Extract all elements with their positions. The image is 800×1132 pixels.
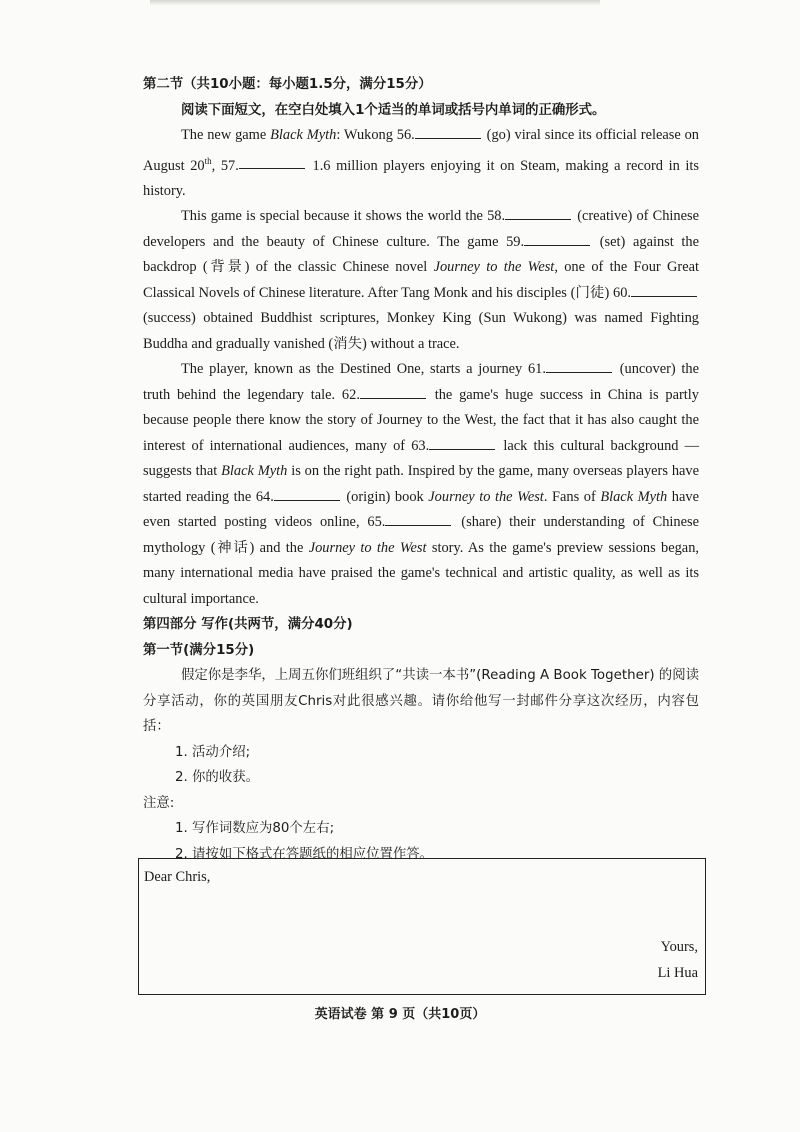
- blank-60[interactable]: [631, 283, 697, 297]
- part4-subtitle: 第一节(满分15分): [143, 642, 255, 658]
- text: lack this cultural background — suggests that: [143, 437, 700, 480]
- text: This game is special because it shows the world the 58.: [181, 208, 506, 225]
- passage-paragraph-2: [143, 204, 699, 357]
- letter-closing: Yours,: [660, 939, 698, 955]
- text: , one of the Four Great Classical Novels of Chinese literature. After Tang Monk and his disciples (门徒) 60.: [143, 259, 699, 301]
- text: the game's huge success in China is partly because people there know the story of Journey to the West, the fact that it has also caught the interest of international audiences, many of 63.: [143, 386, 699, 454]
- text: (uncover) the truth behind the legendary tale. 62.: [143, 361, 699, 403]
- part4-title: 第四部分 写作(共两节，满分40分): [143, 617, 353, 633]
- writing-prompt: 假定你是李华，上周五你们班组织了“共读一本书”(Reading A Book Together) 的阅读分享活动，你的英国朋友Chris对此很感兴趣。请你给他写一封邮件分享这次经历，内容包括：: [143, 668, 699, 735]
- main-content: [143, 72, 699, 867]
- note-item: 1. 写作词数应为80个左右;: [175, 821, 335, 837]
- letter-greeting: Dear Chris,: [144, 869, 211, 885]
- blank-61[interactable]: [546, 359, 612, 373]
- section-title: 第二节（共10小题：每小题1.5分，满分15分）: [143, 77, 432, 92]
- text: story. As the game's preview sessions began, many international media have praised the game's technical and artistic quality, as well as its cultural importance.: [143, 539, 699, 607]
- game-title: Black Myth: [270, 127, 337, 143]
- passage-paragraph-1: [143, 123, 699, 204]
- text: have even started posting videos online, 65.: [143, 488, 699, 531]
- text: (creative) of Chinese developers and the beauty of Chinese culture. The game 59.: [143, 208, 699, 250]
- note-item: 2. 请按如下格式在答题纸的相应位置作答。: [175, 846, 434, 862]
- letter-format-box: [138, 858, 706, 995]
- text: (go) viral since its official release on August 20: [143, 127, 699, 174]
- note-label: 注意:: [143, 795, 175, 811]
- superscript: th: [204, 155, 212, 166]
- game-title: Black Myth: [221, 463, 288, 480]
- passage-paragraph-3: [143, 357, 699, 612]
- text: The new game: [181, 127, 271, 143]
- novel-title: Journey to the West: [308, 539, 427, 556]
- text: The player, known as the Destined One, starts a journey 61.: [181, 361, 546, 378]
- scan-edge: [150, 0, 600, 6]
- text: : Wukong 56.: [336, 127, 415, 143]
- blank-59[interactable]: [524, 232, 590, 246]
- blank-65[interactable]: [385, 512, 451, 526]
- blank-63[interactable]: [429, 436, 495, 450]
- blank-64[interactable]: [274, 487, 340, 501]
- text: (origin) book: [341, 488, 429, 505]
- blank-57[interactable]: [239, 155, 305, 169]
- text: . Fans of: [543, 488, 601, 505]
- text: (share) their understanding of Chinese mythology (神话) and the: [143, 514, 699, 556]
- letter-signature: Li Hua: [657, 965, 698, 981]
- blank-56[interactable]: [415, 125, 481, 139]
- game-title: Black Myth: [600, 488, 668, 505]
- prompt-item: 1. 活动介绍;: [175, 744, 251, 760]
- novel-title: Journey to the West: [428, 488, 544, 505]
- blank-58[interactable]: [505, 206, 571, 220]
- text: , 57.: [211, 157, 239, 174]
- text: 1.6 million players enjoying it on Steam, making a record in its history.: [143, 157, 700, 199]
- text: is on the right path. Inspired by the game, many overseas players have started reading the 64.: [143, 463, 699, 505]
- page-footer: 英语试卷 第 9 页（共10页）: [314, 1007, 486, 1022]
- blank-62[interactable]: [360, 385, 426, 399]
- text: (success) obtained Buddhist scriptures, Monkey King (Sun Wukong) was named Fighting Buddha and gradually vanished (消失) without a trace.: [143, 310, 699, 352]
- text: (set) against the backdrop (背景) of the classic Chinese novel: [143, 233, 699, 276]
- novel-title: Journey to the West: [433, 259, 555, 276]
- prompt-item: 2. 你的收获。: [175, 770, 259, 786]
- section-instruction: 阅读下面短文，在空白处填入1个适当的单词或括号内单词的正确形式。: [181, 102, 606, 118]
